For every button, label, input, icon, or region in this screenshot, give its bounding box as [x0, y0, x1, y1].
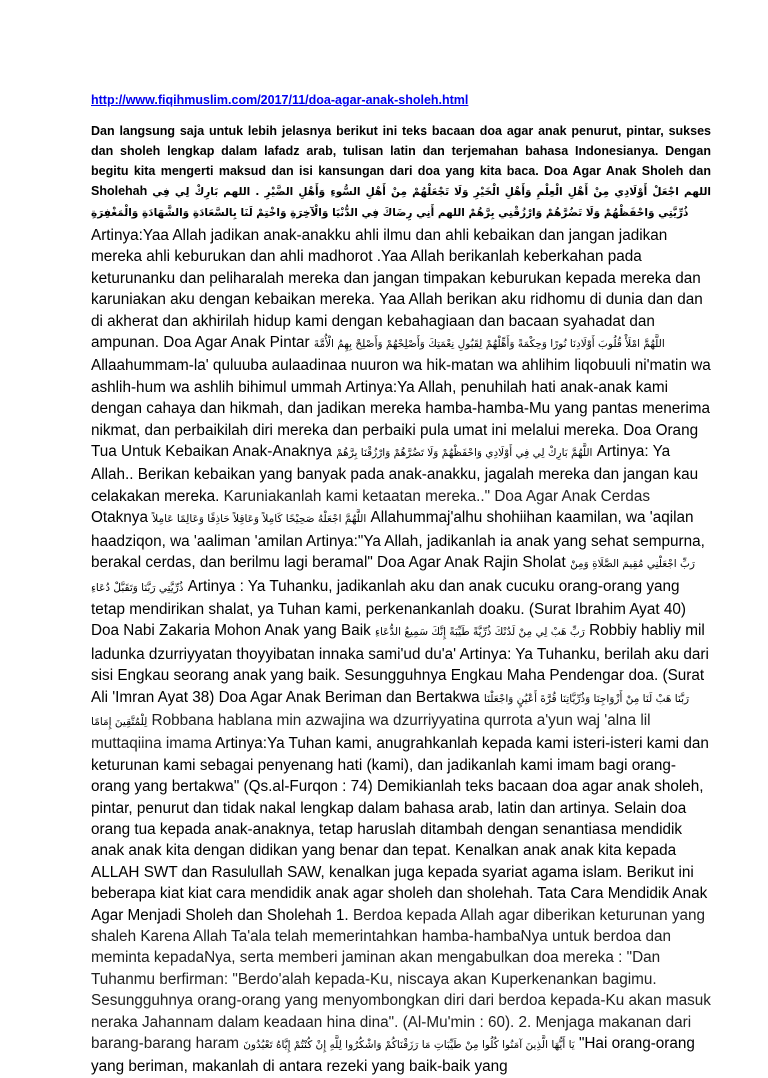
arabic-doa-sholeh: اللهم اجْعَلْ أَوْلَادِي مِنْ أَهْلِ الْعِلْمِ وَأَهْلِ الْخَيْرِ وَلَا تَجْعَلْهُمْ مِنْ أَهْلِ السُّوءِ وَأَهْلِ الضَّيْرِ . اللهم بَارِكْ لِي فِي ذُرِّيَّتِي وَاحْفَظْهُمْ وَلَا تَضُرَّهُمْ وَارْزُقْنِي بِرَّهُمْ اللهم أَنِي رِضَاكَ فِي الدُّنْيَا وَالْآخِرَةِ وَاخْتِمْ لَنَا بِالسَّعَادَةِ وَالشَّهَادَةِ وَالْمَغْفِرَةِ [91, 186, 711, 219]
arabic-ayat-makanan: يَا أَيُّهَا الَّذِينَ آمَنُوا كُلُوا مِنْ طَيِّبَاتِ مَا رَزَقْنَاكُمْ وَاشْكُرُوا لِلَّهِ إِنْ كُنْتُمْ إِيَّاهُ تَعْبُدُونَ [243, 1039, 575, 1052]
arabic-doa-sholat: رَبِّ اجْعَلْنِي مُقِيمَ الصَّلَاةِ وَمِنْ ذُرِّيَّتِي رَبَّنَا وَتَقَبَّلْ دُعَاءِ [91, 558, 696, 594]
body-para-6: Robbiy habliy mil ladunka dzurriyyatan thoyyibatan innaka sami'ud du'a' Artinya: Ya Tuhanku, berilah aku dari sisi Engkau seorang anak yang baik. Sesungguhnya Engkau Maha Pendengar doa. (Surat Ali 'Imran Ayat 38) Doa Agar Anak Beriman dan Bertakwa [91, 622, 709, 706]
body-para-7a: Robbana hablana min azwajina wa dzurriyyatina qurrota a'yun waj 'alna lil muttaqiina imama [91, 711, 651, 753]
intro-paragraph [91, 121, 711, 223]
document-page [91, 93, 711, 1078]
arabic-doa-cerdas: اللَّهُمَّ اجْعَلْهُ صَحِيْحًا كَامِلاً وَعَاقِلاً حَاذِقًا وَعَالِمًا عَامِلاً [152, 513, 367, 526]
body-para-4: Allahummaj'alhu shohiihan kaamilan, wa 'aqilan haadziqon, wa 'aaliman 'amilan Artinya:"Ya Allah, jadikanlah ia anak yang sehat sempurna, berakal cerdas, dan berilmu lagi beramal" Doa Agar Anak Rajin Sholat [91, 509, 705, 572]
arabic-doa-takwa: رَبَّنَا هَبْ لَنَا مِنْ أَزْوَاجِنَا وَذُرِّيَّاتِنَا قُرَّةَ أَعْيُنٍ وَاجْعَلْنَا لِلْمُتَّقِينَ إِمَامًا [91, 692, 690, 728]
intro-text: Dan langsung saja untuk lebih jelasnya berikut ini teks bacaan doa agar anak penurut, pintar, sukses dan sholeh lengkap dalam lafadz arab, tulisan latin dan terjemahan bahasa Indonesianya. Dengan begitu kita mengerti maksud dan isi kansungan dari doa yang kita baca. Doa Agar Anak Sholeh dan Sholehah [91, 124, 711, 198]
body-para-3b: Karuniakanlah kami ketaatan mereka.." Doa Agar Anak Cerdas [223, 487, 650, 505]
body-para-8: Berdoa kepada Allah agar diberikan keturunan yang shaleh Karena Allah Ta'ala telah memerintahkan hamba-hambaNya untuk berdoa dan meminta kepadaNya, serta memberi jaminan akan mengabulkan doa mereka : "Dan Tuhanmu berfirman: "Berdo'alah kepada-Ku, niscaya akan Kuperkenankan bagimu. Sesungguhnya orang-orang yang menyombongkan diri dari berdoa kepada-Ku akan masuk neraka Jahannam dalam keadaan hina dina". (Al-Mu'min : 60). 2. Menjaga makanan dari barang-barang haram [91, 906, 711, 1053]
arabic-doa-pintar: اللَّهُمَّ امْلَأْ قُلُوبَ أَوْلَادِنَا نُورًا وَحِكْمَةً وَأَهِّلْهُمْ لِقَبُولِ نِعْمَتِكَ وَأَصْلِحْهُمْ وَأَصْلِحْ بِهِمُ الْأُمَّةَ [313, 338, 665, 351]
body-para-1: Artinya:Yaa Allah jadikan anak-anakku ahli ilmu dan ahli kebaikan dan jangan jadikan mereka ahli keburukan dan ahli madhorot .Yaa Allah berikanlah keberkahan pada keturunanku dan peliharalah mereka dan jangan timpakan keburukan kepada mereka dan karuniakan aku dengan kebaikan mereka. Yaa Allah berikan aku ridhomu di dunia dan dan di akherat dan akhirilah hidup kami dengan kebahagiaan dan bacaan syahadat dan ampunan. Doa Agar Anak Pintar [91, 227, 703, 352]
body-para-9: "Hai orang-orang yang beriman, makanlah di antara rezeki yang baik-baik yang [91, 1035, 695, 1076]
arabic-doa-kebaikan: اللَّهُمَّ بَارِكْ لِي فِي أَوْلَادِي وَاحْفَظْهُمْ وَلَا تَضُرَّهُمْ وَارْزُقْنَا بِرَّهُمْ [336, 447, 593, 460]
body-para-3a: Artinya: Ya Allah.. Berikan kebaikan yang banyak pada anak-anakku, jagalah mereka dan jangan kau celakakan mereka. [91, 443, 699, 505]
arabic-doa-zakaria: رَبِّ هَبْ لِي مِنْ لَدُنْكَ ذُرِّيَّةً طَيِّبَةً إِنَّكَ سَمِيعُ الدُّعَاءِ [375, 626, 585, 639]
body-para-5: Artinya : Ya Tuhanku, jadikanlah aku dan anak cucuku orang-orang yang tetap mendirikan shalat, ya Tuhan kami, perkenankanlah doaku. (Surat Ibrahim Ayat 40) Doa Nabi Zakaria Mohon Anak yang Baik [91, 577, 686, 640]
body-para-7b: Artinya:Ya Tuhan kami, anugrahkanlah kepada kami isteri-isteri kami dan keturunan kami sebagai penyenang hati (kami), dan jadikanlah kami imam bagi orang-orang yang bertakwa" (Qs.al-Furqon : 74) Demikianlah teks bacaan doa agar anak sholeh, pintar, penurut dan tidak nakal lengkap dalam bahasa arab, latin dan artinya. Selain doa orang tua kepada anak-anaknya, tetap haruslah ditambah dengan senantiasa mendidik anak anak kita dengan didikan yang benar dan tepat. Kenalkan anak anak kita kepada ALLAH SWT dan Rasulullah SAW, kenalkan juga kepada syariat agama islam. Berikut ini beberapa kiat kiat cara mendidik anak agar sholeh dan sholehah. Tata Cara Mendidik Anak Agar Menjadi Sholeh dan Sholehah 1. [91, 735, 709, 924]
article-body [91, 225, 711, 1078]
body-para-2: Allaahummam-la' quluuba aulaadinaa nuuron wa hik-matan wa ahlihim liqobuuli ni'matin wa ashlih-hum wa ashlih bihimul ummah Artinya:Ya Allah, penuhilah hati anak-anak kami dengan cahaya dan hikmah, dan jadikan mereka hamba-hamba-Mu yang pantas menerima nikmat, dan perbaikilah diri mereka dan perbaiki pula umat ini melalui mereka. Doa Orang Tua Untuk Kebaikan Anak-Anaknya [91, 357, 711, 461]
body-para-3c: Otaknya [91, 509, 148, 527]
source-link[interactable]: http://www.fiqihmuslim.com/2017/11/doa-agar-anak-sholeh.html [91, 93, 469, 107]
